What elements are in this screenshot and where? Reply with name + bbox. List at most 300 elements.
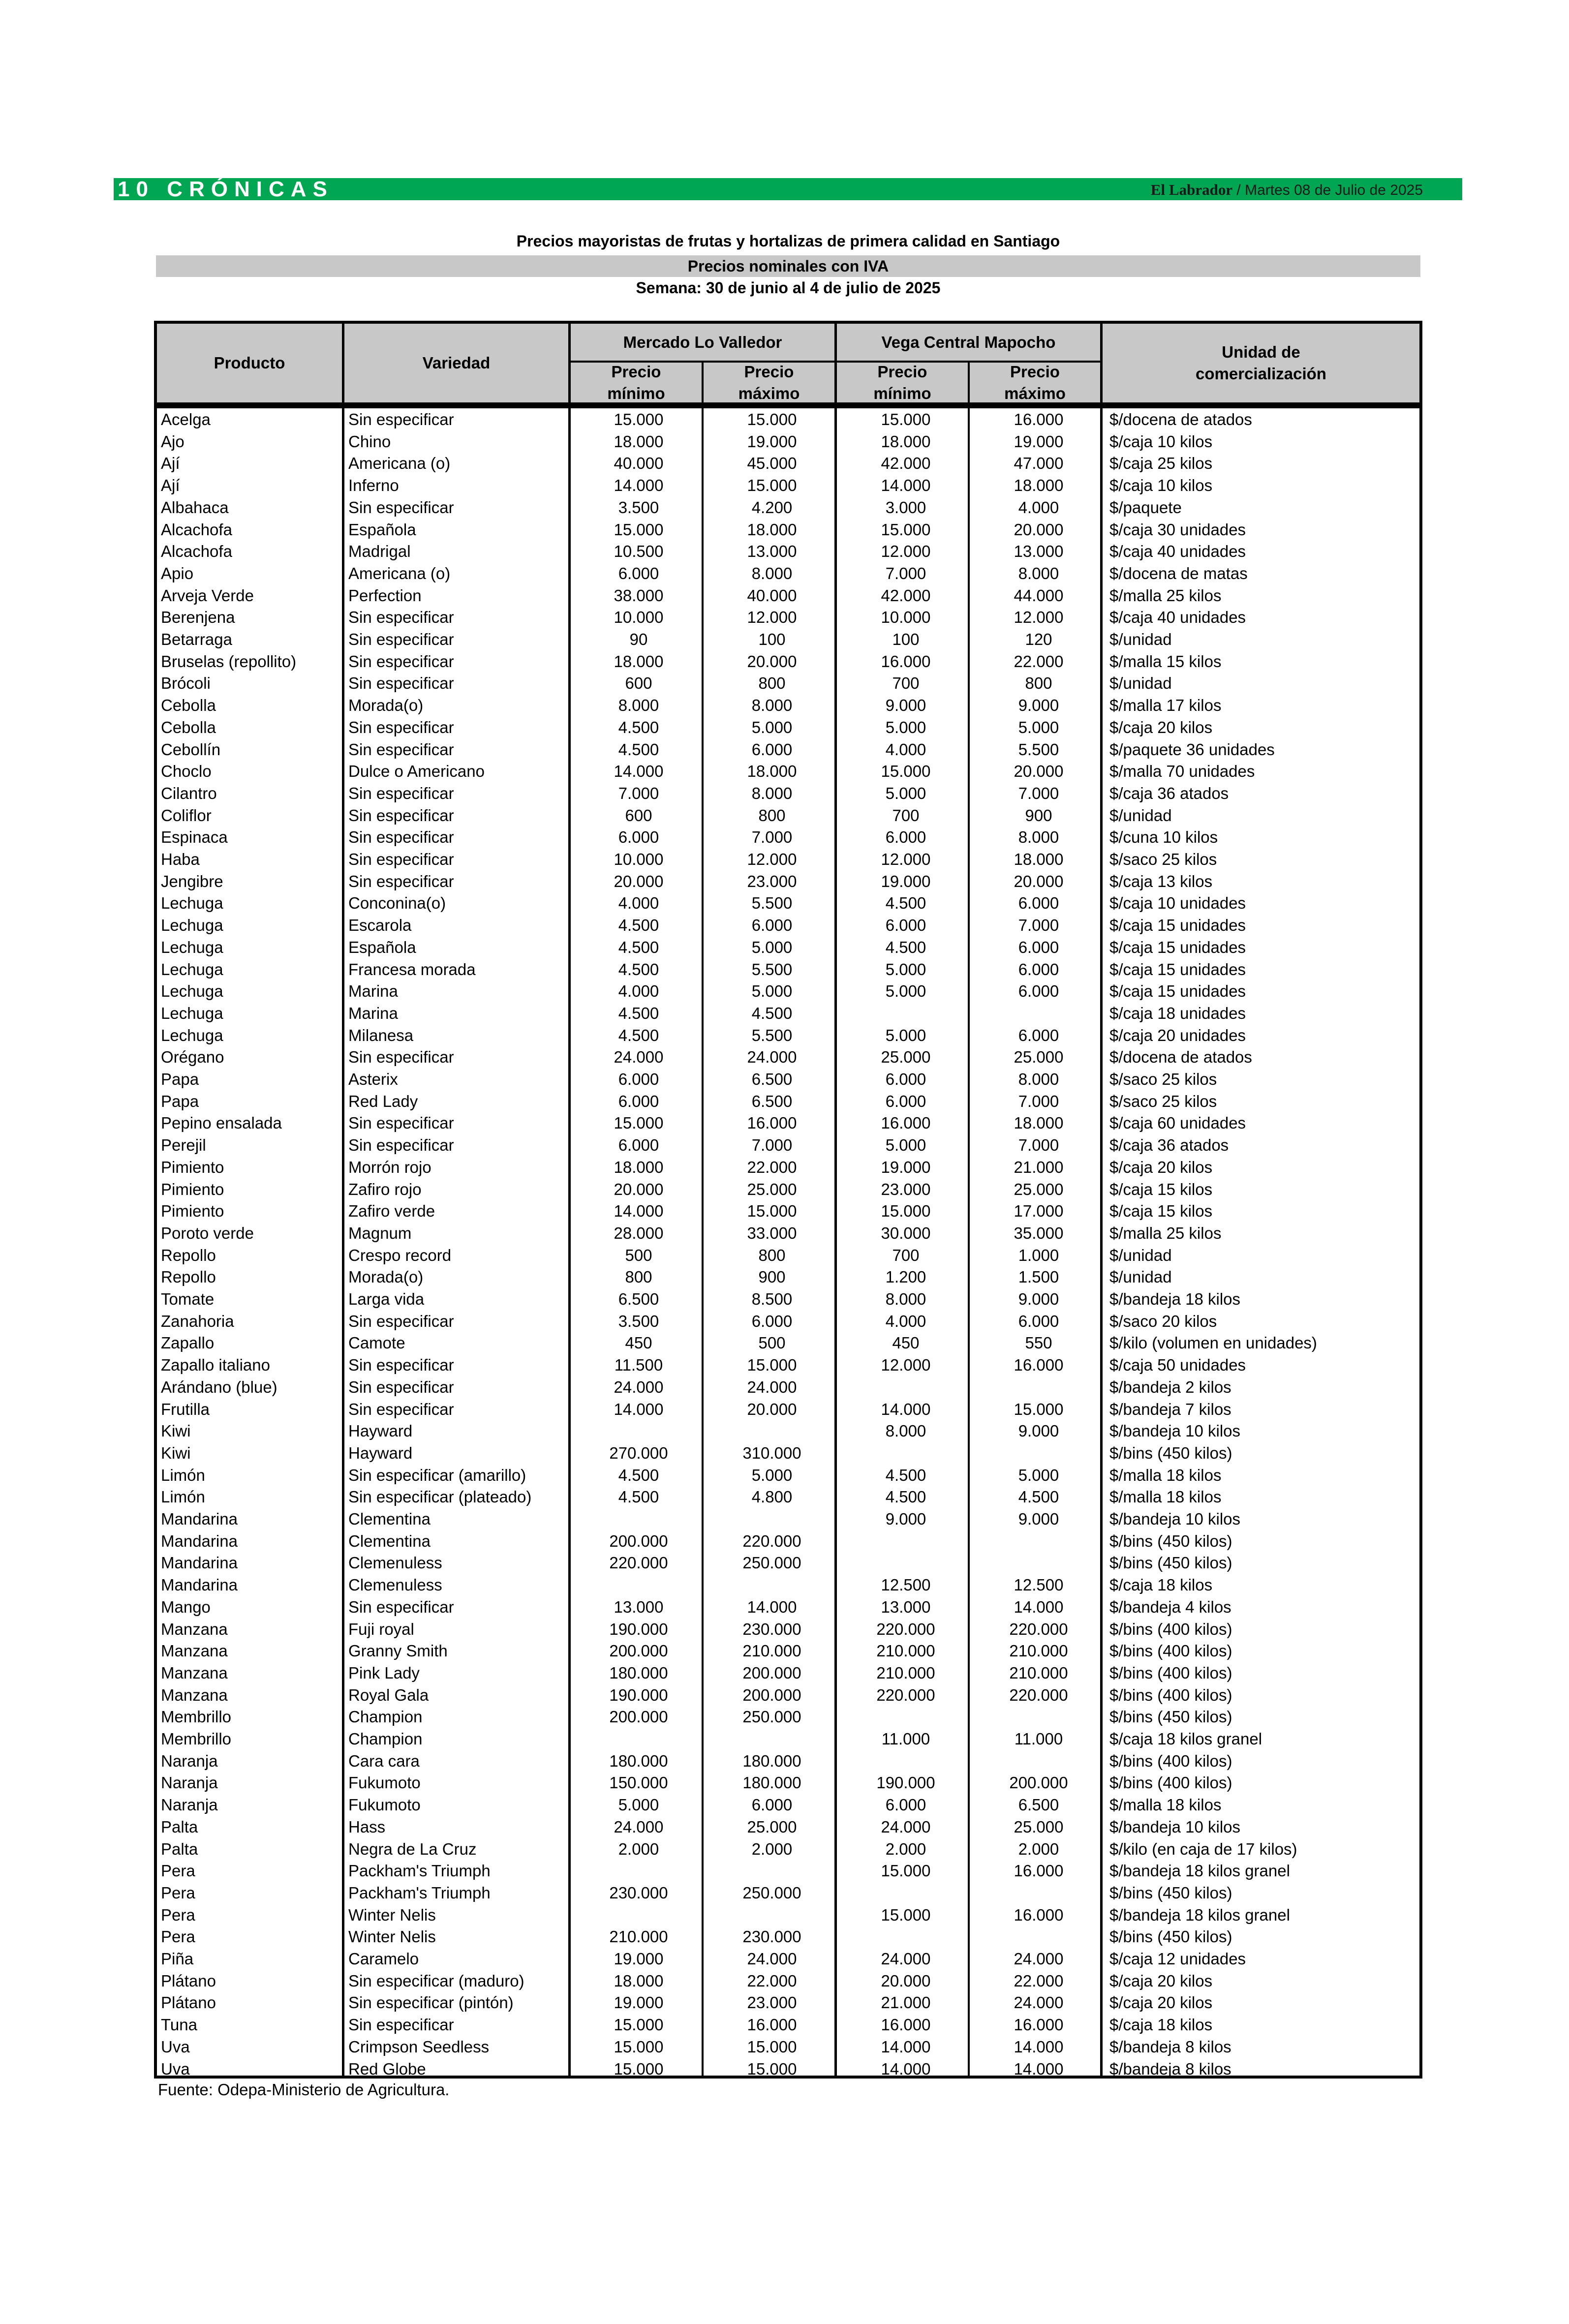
cell-vc-max: 2.000 <box>1018 1839 1059 1858</box>
cell-producto: Pera <box>161 1862 195 1880</box>
cell-lv-min: 4.500 <box>618 1466 659 1484</box>
cell-unidad: $/malla 18 kilos <box>1109 1796 1222 1814</box>
cell-vc-max: 7.000 <box>1018 916 1059 935</box>
cell-vc-min: 100 <box>892 630 920 648</box>
cell-producto: Limón <box>161 1466 205 1484</box>
cell-producto: Kiwi <box>161 1443 191 1462</box>
cell-lv-min: 19.000 <box>614 1993 664 2012</box>
cell-lv-max: 210.000 <box>742 1642 801 1660</box>
table-row <box>157 496 1419 519</box>
cell-variedad: Royal Gala <box>348 1685 429 1704</box>
cell-producto: Manzana <box>161 1620 228 1638</box>
table-row <box>157 870 1419 892</box>
table-row <box>157 1596 1419 1618</box>
cell-lv-max: 16.000 <box>747 2016 797 2034</box>
header-precio-max-2 <box>970 363 1100 402</box>
cell-lv-max: 15.000 <box>747 476 797 495</box>
cell-variedad: Marina <box>348 982 398 1001</box>
cell-lv-min: 38.000 <box>614 586 664 605</box>
cell-vc-min: 1.200 <box>885 1268 926 1286</box>
cell-vc-max: 19.000 <box>1014 432 1064 451</box>
cell-vc-min: 12.000 <box>881 1356 931 1375</box>
cell-lv-max: 15.000 <box>747 410 797 428</box>
table-row <box>157 892 1419 914</box>
cell-producto: Membrillo <box>161 1730 232 1748</box>
cell-producto: Jengibre <box>161 872 223 890</box>
cell-lv-max: 15.000 <box>747 1356 797 1375</box>
cell-variedad: Inferno <box>348 476 399 495</box>
cell-variedad: Fukumoto <box>348 1796 421 1814</box>
cell-lv-max: 250.000 <box>742 1883 801 1902</box>
cell-unidad: $/bandeja 18 kilos granel <box>1109 1905 1290 1924</box>
cell-unidad: $/kilo (volumen en unidades) <box>1109 1334 1317 1352</box>
cell-vc-max: 16.000 <box>1014 1356 1064 1375</box>
cell-unidad: $/caja 60 unidades <box>1109 1114 1246 1132</box>
cell-vc-min: 5.000 <box>885 1026 926 1044</box>
table-row <box>157 1442 1419 1464</box>
cell-vc-min: 700 <box>892 674 920 693</box>
cell-vc-max <box>975 1552 1103 1574</box>
cell-lv-max: 800 <box>758 1246 786 1264</box>
cell-producto: Lechuga <box>161 1004 223 1022</box>
cell-vc-min: 15.000 <box>881 762 931 781</box>
header-variedad: Variedad <box>422 354 491 372</box>
cell-unidad: $/caja 20 kilos <box>1109 1158 1213 1176</box>
header-precio-label: Precio <box>877 362 927 381</box>
dateline-separator: / <box>1232 182 1245 198</box>
source-note: Fuente: Odepa-Ministerio de Agricultura. <box>158 2080 450 2099</box>
cell-variedad: Sin especificar <box>348 1597 454 1616</box>
cell-vc-max <box>975 1376 1103 1398</box>
cell-variedad: Sin especificar <box>348 1377 454 1396</box>
cell-producto: Poroto verde <box>161 1223 254 1242</box>
cell-vc-min <box>842 1552 970 1574</box>
cell-unidad: $/caja 40 unidades <box>1109 542 1246 561</box>
cell-vc-min: 20.000 <box>881 1971 931 1990</box>
cell-lv-min: 200.000 <box>609 1531 668 1550</box>
cell-lv-max: 19.000 <box>747 432 797 451</box>
cell-vc-min: 450 <box>892 1334 920 1352</box>
cell-variedad: Sin especificar <box>348 1136 454 1155</box>
cell-producto: Naranja <box>161 1796 218 1814</box>
cell-vc-min: 14.000 <box>881 1400 931 1418</box>
cell-producto: Lechuga <box>161 982 223 1001</box>
table-row <box>157 1288 1419 1310</box>
cell-lv-max: 7.000 <box>751 828 793 847</box>
cell-lv-min: 3.500 <box>618 1312 659 1330</box>
cell-vc-max: 24.000 <box>1014 1993 1064 2012</box>
cell-variedad: Madrigal <box>348 542 411 561</box>
table-row <box>157 1618 1419 1640</box>
cell-variedad: Red Lady <box>348 1092 418 1110</box>
cell-producto: Zapallo italiano <box>161 1356 270 1375</box>
cell-producto: Mandarina <box>161 1531 238 1550</box>
cell-vc-min: 9.000 <box>885 696 926 715</box>
cell-variedad: Dulce o Americano <box>348 762 485 781</box>
cell-vc-min: 220.000 <box>876 1620 935 1638</box>
cell-vc-max: 11.000 <box>1014 1730 1063 1748</box>
cell-variedad: Morada(o) <box>348 696 424 715</box>
cell-unidad: $/caja 18 unidades <box>1109 1004 1246 1022</box>
cell-unidad: $/unidad <box>1109 806 1172 825</box>
cell-vc-max: 6.000 <box>1018 894 1059 913</box>
table-row <box>157 716 1419 738</box>
cell-lv-min: 6.000 <box>618 564 659 582</box>
cell-vc-min: 14.000 <box>881 476 931 495</box>
publication-date: Martes 08 de Julio de 2025 <box>1245 182 1423 198</box>
cell-vc-min: 10.000 <box>881 608 931 627</box>
cell-vc-max: 1.500 <box>1018 1268 1059 1286</box>
cell-producto: Orégano <box>161 1048 224 1067</box>
table-row <box>157 1090 1419 1112</box>
header-minimo-label: mínimo <box>607 384 665 402</box>
cell-lv-max: 8.000 <box>751 564 793 582</box>
table-row <box>157 1926 1419 1948</box>
cell-unidad: $/docena de atados <box>1109 410 1252 428</box>
table-row <box>157 584 1419 607</box>
header-precio-min-2 <box>837 363 968 402</box>
table-row <box>157 540 1419 562</box>
cell-vc-min: 700 <box>892 1246 920 1264</box>
table-row <box>157 1310 1419 1332</box>
cell-vc-min: 42.000 <box>881 586 931 605</box>
cell-vc-max: 15.000 <box>1014 1400 1064 1418</box>
cell-vc-max: 550 <box>1025 1334 1052 1352</box>
cell-variedad: Francesa morada <box>348 960 476 979</box>
cell-vc-min: 6.000 <box>885 1796 926 1814</box>
cell-lv-max: 800 <box>758 806 786 825</box>
cell-lv-min <box>575 1420 703 1442</box>
cell-lv-max: 100 <box>758 630 786 648</box>
table-row <box>157 1684 1419 1706</box>
header-precio-min-1 <box>571 363 702 402</box>
cell-vc-min: 700 <box>892 806 920 825</box>
cell-vc-min <box>842 1002 970 1024</box>
table-row <box>157 1991 1419 2014</box>
cell-vc-max: 8.000 <box>1018 564 1059 582</box>
cell-variedad: Magnum <box>348 1223 412 1242</box>
cell-lv-max: 5.000 <box>751 982 793 1001</box>
table-row <box>157 2058 1419 2080</box>
cell-lv-max: 6.000 <box>751 740 793 759</box>
cell-unidad: $/caja 15 unidades <box>1109 916 1246 935</box>
cell-producto: Betarraga <box>161 630 232 648</box>
cell-vc-max: 220.000 <box>1009 1620 1068 1638</box>
cell-vc-max: 20.000 <box>1014 872 1064 890</box>
cell-vc-min: 15.000 <box>881 1905 931 1924</box>
cell-vc-min: 220.000 <box>876 1685 935 1704</box>
cell-variedad: Sin especificar <box>348 652 454 671</box>
cell-variedad: Larga vida <box>348 1290 425 1308</box>
cell-variedad: Marina <box>348 1004 398 1022</box>
cell-vc-min: 6.000 <box>885 828 926 847</box>
cell-unidad: $/malla 18 kilos <box>1109 1466 1222 1484</box>
cell-producto: Apio <box>161 564 194 582</box>
cell-vc-max <box>975 1750 1103 1772</box>
cell-producto: Plátano <box>161 1993 216 2012</box>
cell-vc-min: 19.000 <box>881 872 931 890</box>
cell-vc-min <box>842 1750 970 1772</box>
cell-unidad: $/bins (450 kilos) <box>1109 1443 1232 1462</box>
cell-unidad: $/caja 15 unidades <box>1109 938 1246 956</box>
cell-unidad: $/bandeja 8 kilos <box>1109 2059 1231 2078</box>
table-body <box>154 408 1422 2079</box>
cell-lv-min: 4.500 <box>618 740 659 759</box>
cell-lv-min <box>575 1574 703 1596</box>
cell-variedad: Caramelo <box>348 1950 419 1968</box>
cell-vc-max: 9.000 <box>1018 696 1059 715</box>
cell-vc-min: 24.000 <box>881 1817 931 1836</box>
cell-vc-max: 25.000 <box>1014 1048 1064 1067</box>
cell-producto: Lechuga <box>161 1026 223 1044</box>
cell-vc-min: 9.000 <box>885 1510 926 1528</box>
cell-lv-min: 190.000 <box>609 1685 668 1704</box>
table-row <box>157 408 1419 430</box>
cell-producto: Naranja <box>161 1774 218 1792</box>
cell-lv-max: 5.500 <box>751 960 793 979</box>
table-row <box>157 1134 1419 1156</box>
cell-vc-min: 4.500 <box>885 938 926 956</box>
table-row <box>157 1354 1419 1376</box>
cell-vc-min: 210.000 <box>876 1663 935 1682</box>
table-row <box>157 1948 1419 1970</box>
cell-variedad: Fuji royal <box>348 1620 414 1638</box>
cell-producto: Zanahoria <box>161 1312 234 1330</box>
cell-vc-max: 6.000 <box>1018 938 1059 956</box>
cell-unidad: $/caja 15 unidades <box>1109 960 1246 979</box>
cell-lv-min: 18.000 <box>614 1971 664 1990</box>
table-row <box>157 1266 1419 1288</box>
cell-variedad: Champion <box>348 1730 423 1748</box>
header-precio-label: Precio <box>1010 362 1060 381</box>
cell-vc-min: 6.000 <box>885 1092 926 1110</box>
cell-vc-max: 200.000 <box>1009 1774 1068 1792</box>
cell-vc-max: 17.000 <box>1014 1202 1064 1221</box>
cell-unidad: $/unidad <box>1109 1246 1172 1264</box>
table-row <box>157 1112 1419 1134</box>
cell-unidad: $/bins (400 kilos) <box>1109 1620 1232 1638</box>
table-row <box>157 1530 1419 1552</box>
cell-lv-min <box>575 1508 703 1530</box>
cell-producto: Repollo <box>161 1268 216 1286</box>
cell-lv-min: 200.000 <box>609 1642 668 1660</box>
cell-vc-max <box>975 1002 1103 1024</box>
cell-producto: Choclo <box>161 762 212 781</box>
cell-variedad: Española <box>348 520 416 539</box>
table-row <box>157 1552 1419 1574</box>
header-precio-label: Precio <box>744 362 794 381</box>
cell-vc-min: 16.000 <box>881 652 931 671</box>
cell-variedad: Morada(o) <box>348 1268 424 1286</box>
cell-lv-max: 40.000 <box>747 586 797 605</box>
cell-lv-max: 500 <box>758 1334 786 1352</box>
table-row <box>157 1750 1419 1772</box>
cell-variedad: Packham's Triumph <box>348 1862 491 1880</box>
cell-lv-min: 600 <box>625 674 652 693</box>
cell-lv-max <box>708 1508 836 1530</box>
cell-unidad: $/malla 17 kilos <box>1109 696 1222 715</box>
cell-vc-max: 21.000 <box>1014 1158 1064 1176</box>
cell-vc-max: 9.000 <box>1018 1422 1059 1440</box>
cell-variedad: Sin especificar <box>348 872 454 890</box>
cell-vc-max: 22.000 <box>1014 652 1064 671</box>
cell-unidad: $/caja 20 unidades <box>1109 1026 1246 1044</box>
cell-variedad: Sin especificar (maduro) <box>348 1971 524 1990</box>
cell-producto: Cebolla <box>161 718 216 736</box>
cell-vc-max: 210.000 <box>1009 1663 1068 1682</box>
table-row <box>157 2014 1419 2036</box>
cell-unidad: $/caja 15 kilos <box>1109 1180 1213 1198</box>
cell-lv-min: 10.000 <box>614 850 664 868</box>
cell-unidad: $/bins (400 kilos) <box>1109 1685 1232 1704</box>
table-row <box>157 650 1419 673</box>
cell-vc-min <box>842 1926 970 1948</box>
cell-vc-max: 9.000 <box>1018 1290 1059 1308</box>
cell-vc-max: 7.000 <box>1018 1136 1059 1155</box>
cell-lv-max: 2.000 <box>751 1839 793 1858</box>
cell-vc-min: 8.000 <box>885 1290 926 1308</box>
cell-vc-min: 12.000 <box>881 850 931 868</box>
cell-unidad: $/malla 25 kilos <box>1109 586 1222 605</box>
cell-producto: Manzana <box>161 1663 228 1682</box>
cell-lv-min: 4.500 <box>618 960 659 979</box>
cell-lv-min: 6.000 <box>618 1070 659 1088</box>
cell-vc-min: 4.500 <box>885 1488 926 1506</box>
cell-lv-max: 18.000 <box>747 762 797 781</box>
cell-variedad: Sin especificar <box>348 410 454 428</box>
table-row <box>157 519 1419 541</box>
cell-unidad: $/bins (450 kilos) <box>1109 1883 1232 1902</box>
cell-vc-max: 8.000 <box>1018 1070 1059 1088</box>
cell-vc-max: 13.000 <box>1014 542 1064 561</box>
cell-unidad: $/caja 36 atados <box>1109 1136 1229 1155</box>
table-row <box>157 1970 1419 1992</box>
cell-vc-max: 4.500 <box>1018 1488 1059 1506</box>
cell-producto: Haba <box>161 850 200 868</box>
cell-lv-max: 8.000 <box>751 696 793 715</box>
cell-lv-max: 250.000 <box>742 1554 801 1572</box>
cell-lv-max: 33.000 <box>747 1223 797 1242</box>
cell-lv-max: 15.000 <box>747 1202 797 1221</box>
cell-lv-max: 180.000 <box>742 1751 801 1770</box>
section-banner <box>114 178 1462 200</box>
cell-vc-min: 24.000 <box>881 1950 931 1968</box>
cell-vc-max: 22.000 <box>1014 1971 1064 1990</box>
cell-vc-min: 15.000 <box>881 410 931 428</box>
cell-producto: Uva <box>161 2037 190 2056</box>
table-subtitle: Precios nominales con IVA <box>156 255 1420 277</box>
cell-lv-min: 230.000 <box>609 1883 668 1902</box>
cell-lv-max: 23.000 <box>747 872 797 890</box>
cell-lv-max: 14.000 <box>747 1597 797 1616</box>
cell-vc-min: 5.000 <box>885 1136 926 1155</box>
cell-lv-max: 12.000 <box>747 850 797 868</box>
cell-unidad: $/bins (400 kilos) <box>1109 1663 1232 1682</box>
cell-lv-min: 180.000 <box>609 1751 668 1770</box>
cell-vc-min: 30.000 <box>881 1223 931 1242</box>
cell-vc-max: 900 <box>1025 806 1052 825</box>
cell-variedad: Sin especificar <box>348 608 454 627</box>
cell-vc-max: 16.000 <box>1014 2016 1064 2034</box>
table-row <box>157 1640 1419 1662</box>
cell-producto: Pimiento <box>161 1180 224 1198</box>
cell-vc-min: 190.000 <box>876 1774 935 1792</box>
cell-vc-max: 25.000 <box>1014 1180 1064 1198</box>
cell-producto: Palta <box>161 1817 198 1836</box>
publication-name: El Labrador <box>1150 181 1233 198</box>
cell-lv-min: 6.000 <box>618 828 659 847</box>
cell-variedad: Sin especificar <box>348 740 454 759</box>
cell-vc-max: 1.000 <box>1018 1246 1059 1264</box>
cell-unidad: $/bins (450 kilos) <box>1109 1531 1232 1550</box>
table-row <box>157 958 1419 980</box>
cell-producto: Cilantro <box>161 784 217 802</box>
cell-lv-min: 10.500 <box>614 542 664 561</box>
cell-variedad: Sin especificar <box>348 498 454 517</box>
cell-unidad: $/bins (450 kilos) <box>1109 1554 1232 1572</box>
cell-lv-min: 20.000 <box>614 1180 664 1198</box>
cell-vc-max: 7.000 <box>1018 1092 1059 1110</box>
table-row <box>157 826 1419 848</box>
cell-variedad: Sin especificar <box>348 718 454 736</box>
cell-lv-max: 15.000 <box>747 2059 797 2078</box>
cell-producto: Manzana <box>161 1642 228 1660</box>
table-row <box>157 1376 1419 1398</box>
cell-unidad: $/unidad <box>1109 630 1172 648</box>
table-row <box>157 1816 1419 1838</box>
cell-lv-min: 10.000 <box>614 608 664 627</box>
table-row <box>157 1860 1419 1882</box>
cell-unidad: $/caja 30 unidades <box>1109 520 1246 539</box>
table-row <box>157 1222 1419 1244</box>
table-row <box>157 1508 1419 1530</box>
cell-producto: Kiwi <box>161 1422 191 1440</box>
table-row <box>157 1024 1419 1046</box>
cell-variedad: Sin especificar <box>348 806 454 825</box>
cell-lv-min: 2.000 <box>618 1839 659 1858</box>
cell-lv-min: 15.000 <box>614 1114 664 1132</box>
cell-unidad: $/caja 36 atados <box>1109 784 1229 802</box>
cell-lv-min: 15.000 <box>614 2037 664 2056</box>
cell-unidad: $/unidad <box>1109 674 1172 693</box>
cell-lv-max: 4.500 <box>751 1004 793 1022</box>
cell-lv-min <box>575 1904 703 1926</box>
header-maximo-label: máximo <box>738 384 800 402</box>
cell-vc-min <box>842 1376 970 1398</box>
cell-lv-max: 6.500 <box>751 1092 793 1110</box>
cell-lv-min: 14.000 <box>614 476 664 495</box>
cell-vc-max: 25.000 <box>1014 1817 1064 1836</box>
cell-producto: Plátano <box>161 1971 216 1990</box>
cell-producto: Pimiento <box>161 1158 224 1176</box>
cell-lv-max: 6.000 <box>751 1796 793 1814</box>
cell-lv-min: 200.000 <box>609 1708 668 1726</box>
cell-lv-max: 7.000 <box>751 1136 793 1155</box>
cell-vc-max <box>975 1926 1103 1948</box>
cell-producto: Mandarina <box>161 1510 238 1528</box>
cell-vc-min: 4.000 <box>885 740 926 759</box>
cell-producto: Perejil <box>161 1136 206 1155</box>
cell-variedad: Asterix <box>348 1070 398 1088</box>
cell-lv-min: 40.000 <box>614 454 664 473</box>
cell-unidad: $/caja 12 unidades <box>1109 1950 1246 1968</box>
cell-lv-max: 230.000 <box>742 1927 801 1946</box>
table-row <box>157 606 1419 628</box>
table-row <box>157 1156 1419 1178</box>
cell-lv-max: 230.000 <box>742 1620 801 1638</box>
cell-producto: Papa <box>161 1092 199 1110</box>
cell-lv-min: 210.000 <box>609 1927 668 1946</box>
